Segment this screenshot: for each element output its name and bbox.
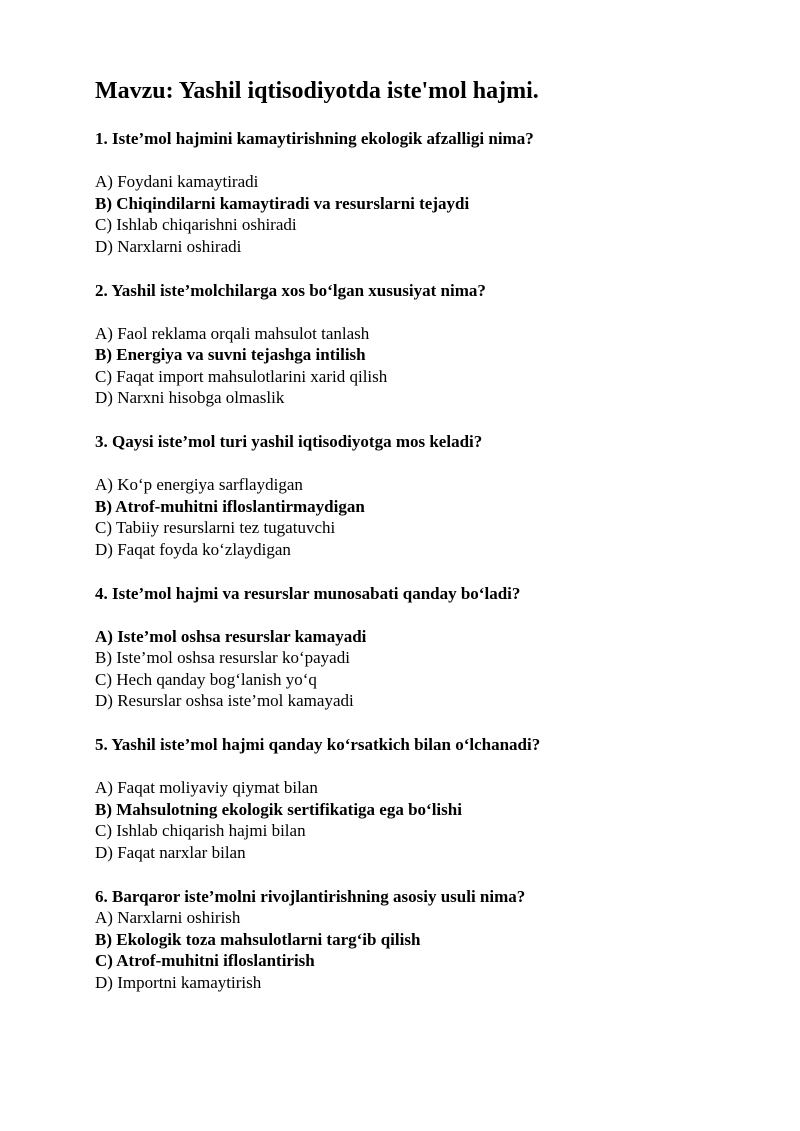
question-6 <box>95 886 755 994</box>
option-a: A) Iste’mol oshsa resurslar kamayadi <box>95 626 367 646</box>
option-d: D) Faqat narxlar bilan <box>95 842 246 862</box>
option-d: D) Importni kamaytirish <box>95 972 262 992</box>
question-3 <box>95 431 755 560</box>
question-text: 5. Yashil iste’mol hajmi qanday ko‘rsatkich bilan o‘lchanadi? <box>95 735 541 754</box>
option-b: B) Iste’mol oshsa resurslar ko‘payadi <box>95 648 350 667</box>
question-text: 2. Yashil iste’molchilarga xos bo‘lgan xususiyat nima? <box>95 280 486 300</box>
question-text: 6. Barqaror iste’molni rivojlantirishning asosiy usuli nima? <box>95 886 526 906</box>
option-d: D) Faqat foyda ko‘zlaydigan <box>95 539 291 559</box>
option-d: D) Narxni hisobga olmaslik <box>95 388 285 407</box>
option-c: C) Ishlab chiqarish hajmi bilan <box>95 821 306 840</box>
option-c: C) Hech qanday bog‘lanish yo‘q <box>95 669 317 689</box>
option-a: A) Faol reklama orqali mahsulot tanlash <box>95 323 370 343</box>
question-text: 4. Iste’mol hajmi va resurslar munosabati qanday bo‘ladi? <box>95 583 521 603</box>
option-a: A) Foydani kamaytiradi <box>95 172 259 191</box>
option-c: C) Tabiiy resurslarni tez tugatuvchi <box>95 518 336 537</box>
question-text: 1. Iste’mol hajmini kamaytirishning ekologik afzalligi nima? <box>95 129 534 148</box>
question-2 <box>95 280 755 409</box>
option-d: D) Resurslar oshsa iste’mol kamayadi <box>95 691 354 710</box>
question-1 <box>95 128 755 257</box>
option-b: B) Mahsulotning ekologik sertifikatiga ega bo‘lishi <box>95 799 462 819</box>
option-d: D) Narxlarni oshiradi <box>95 236 242 256</box>
option-b: B) Atrof-muhitni ifloslantirmaydigan <box>95 496 365 516</box>
option-a: A) Faqat moliyaviy qiymat bilan <box>95 778 318 797</box>
option-b: B) Ekologik toza mahsulotlarni targ‘ib qilish <box>95 929 421 949</box>
question-4 <box>95 583 755 712</box>
document-title: Mavzu: Yashil iqtisodiyotda iste'mol hajmi. <box>95 78 539 104</box>
option-a: A) Narxlarni oshirish <box>95 908 241 927</box>
document-page <box>95 76 755 993</box>
question-5 <box>95 734 755 863</box>
question-text: 3. Qaysi iste’mol turi yashil iqtisodiyotga mos keladi? <box>95 432 483 451</box>
option-c: C) Atrof-muhitni ifloslantirish <box>95 951 315 970</box>
option-b: B) Energiya va suvni tejashga intilish <box>95 345 366 364</box>
option-c: C) Faqat import mahsulotlarini xarid qilish <box>95 366 388 386</box>
option-a: A) Ko‘p energiya sarflaydigan <box>95 475 303 494</box>
option-c: C) Ishlab chiqarishni oshiradi <box>95 215 297 234</box>
option-b: B) Chiqindilarni kamaytiradi va resurslarni tejaydi <box>95 193 470 213</box>
